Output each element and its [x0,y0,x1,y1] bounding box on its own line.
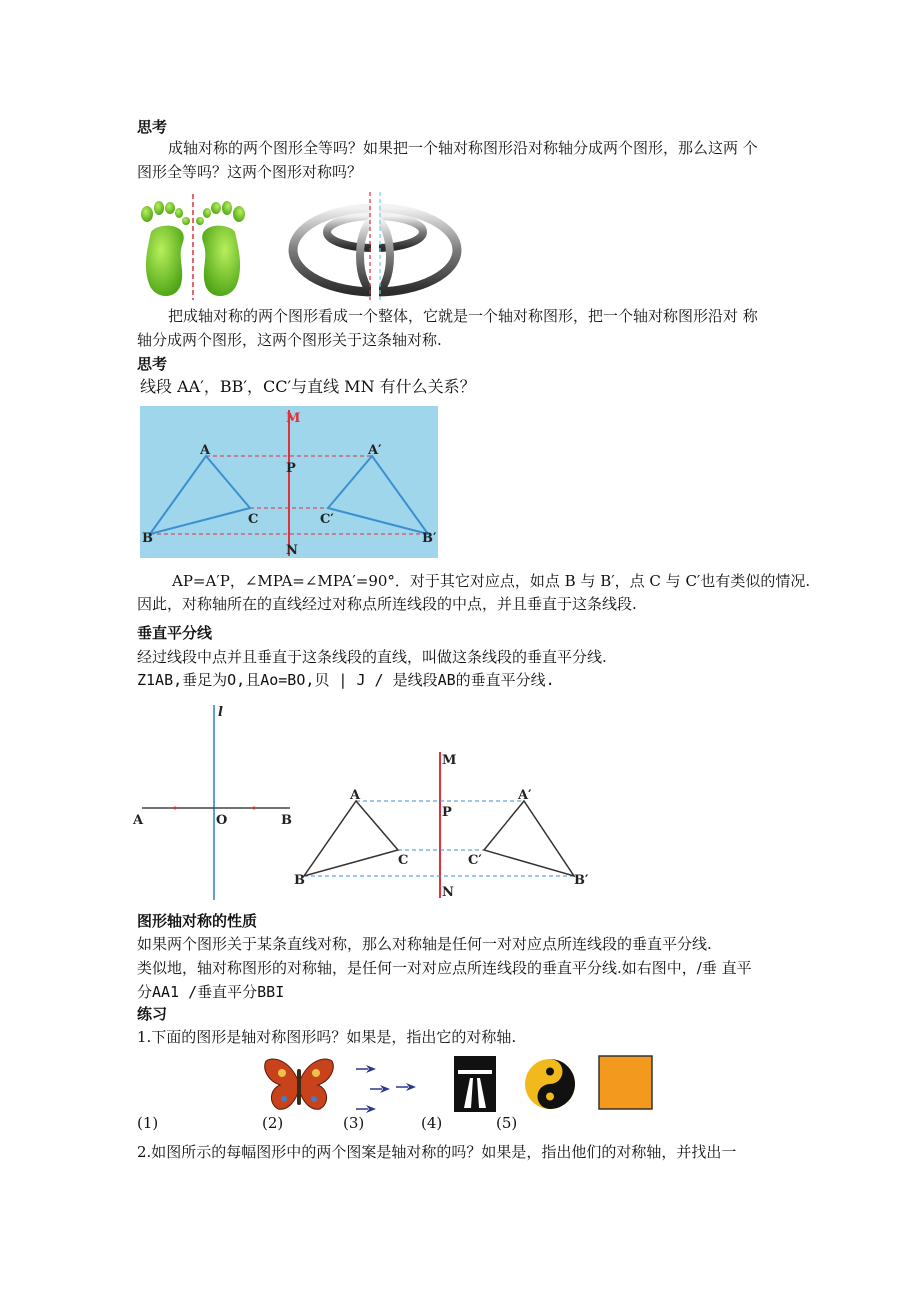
label-B: B [142,531,153,546]
label-N: N [286,543,298,558]
label-P: P [286,461,296,476]
label2-P: P [442,805,452,820]
exercise-label-1: (1) [137,1114,159,1132]
property-line2: 类似地，轴对称图形的对称轴，是任何一对对应点所连线段的垂直平分线.如右图中，/垂 直平 [137,959,752,977]
ocr-line: Z1AB,垂足为O,且Ao=BO,贝 | J / 是线段AB的垂直平分线. [137,671,555,689]
perpendicular-figure [130,700,300,902]
exercise-label-5: (5) [496,1114,518,1132]
summary-line2: 轴分成两个图形，这两个图形关于这条轴对称. [137,331,442,349]
footprints-image [133,192,253,302]
label2-B: B [294,873,305,888]
exercise-label-2: (2) [262,1114,284,1132]
think-paragraph-1-line1: 成轴对称的两个图形全等吗？如果把一个轴对称图形沿对称轴分成两个图形，那么这两 个 [168,139,758,157]
label2-B-prime: B′ [574,873,589,888]
exercise-heading: 练习 [137,1005,168,1023]
exercise-label-3: (3) [343,1114,365,1132]
exercise-q2: 2.如图所示的每幅图形中的两个图案是轴对称的吗？如果是，指出他们的对称轴，并找出一 [137,1143,737,1161]
car-logo-image [288,190,466,302]
property-heading: 图形轴对称的性质 [137,912,258,930]
label-A: A [200,443,211,458]
exercise-label-4: (4) [421,1114,443,1132]
label2-C: C [398,853,409,868]
label-M: M [286,411,301,426]
label-O: O [216,813,228,828]
symmetry-figure-white [292,748,602,906]
summary-line1: 把成轴对称的两个图形看成一个整体，它就是一个轴对称图形，把一个轴对称图形沿对 称 [168,307,758,325]
label-C: C [248,512,259,527]
label2-C-prime: C′ [468,853,482,868]
conclusion-line2: 因此，对称轴所在的直线经过对称点所连线段的中点，并且垂直于这条线段. [137,595,637,613]
label2-A-prime: A′ [518,788,532,803]
question-mn: 线段 AA′，BB′，CC′与直线 MN 有什么关系？ [140,377,476,396]
think-heading-1: 思考 [137,118,168,136]
label-C-prime: C′ [320,512,334,527]
definition-line: 经过线段中点并且垂直于这条线段的直线，叫做这条线段的垂直平分线. [137,648,607,666]
butterfly-icon [262,1055,336,1113]
label-B-line: B [281,813,292,828]
left-foot-icon [141,201,190,296]
property-line3: 分AA1 /垂直平分BBI [137,983,285,1001]
think-heading-2: 思考 [137,355,168,373]
conclusion-line1: AP=A′P，∠MPA=∠MPA′=90°．对于其它对应点，如点 B 与 B′，点 C 与 C′也有类似的情况. [172,572,811,590]
highway-sign-icon [454,1056,496,1112]
think-paragraph-1-line2: 图形全等吗？这两个图形对称吗？ [137,163,363,181]
property-line1: 如果两个图形关于某条直线对称，那么对称轴是任何一对对应点所连线段的垂直平分线. [137,935,712,953]
label2-M: M [442,753,457,768]
arrows-icon [352,1055,428,1115]
right-foot-icon [196,201,245,296]
label-B-prime: B′ [422,531,437,546]
label-A-prime: A′ [368,443,382,458]
symmetry-figure-blue [140,400,450,558]
yin-yang-icon [524,1058,576,1110]
orange-square-icon [598,1055,654,1111]
label-l: l [218,705,223,720]
label2-A: A [350,788,361,803]
exercise-q1: 1.下面的图形是轴对称图形吗？如果是，指出它的对称轴. [137,1028,517,1046]
perpendicular-bisector-heading: 垂直平分线 [137,624,213,642]
label2-N: N [442,885,454,900]
label-A-line: A [133,813,144,828]
